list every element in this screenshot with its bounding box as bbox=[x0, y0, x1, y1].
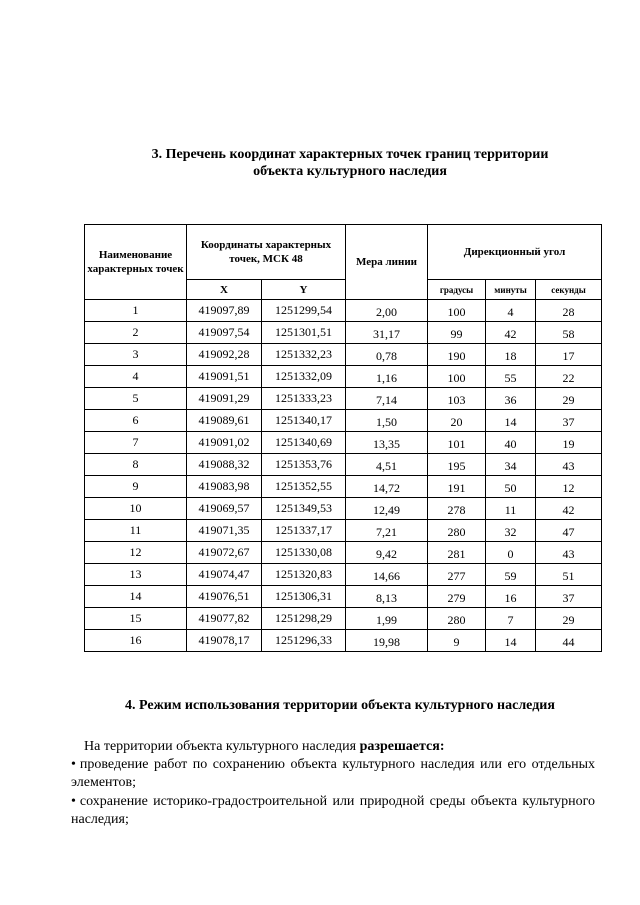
cell-x: 419083,98 bbox=[187, 476, 262, 498]
cell-x: 419091,29 bbox=[187, 388, 262, 410]
cell-line-measure: 1,50 bbox=[346, 410, 428, 432]
cell-minutes: 59 bbox=[486, 564, 536, 586]
cell-degrees: 277 bbox=[428, 564, 486, 586]
cell-y: 1251301,51 bbox=[262, 322, 346, 344]
cell-minutes: 11 bbox=[486, 498, 536, 520]
cell-x: 419097,54 bbox=[187, 322, 262, 344]
cell-degrees: 101 bbox=[428, 432, 486, 454]
cell-x: 419088,32 bbox=[187, 454, 262, 476]
cell-seconds: 29 bbox=[536, 388, 602, 410]
cell-seconds: 44 bbox=[536, 630, 602, 652]
bullet-icon: • bbox=[71, 794, 76, 809]
cell-minutes: 14 bbox=[486, 410, 536, 432]
cell-point-number: 6 bbox=[85, 410, 187, 432]
header-coordinates: Координаты характерных точек, МСК 48 bbox=[187, 225, 346, 280]
header-point-name: Наименование характерных точек bbox=[85, 225, 187, 300]
table-row bbox=[85, 388, 602, 410]
cell-point-number: 9 bbox=[85, 476, 187, 498]
cell-point-number: 7 bbox=[85, 432, 187, 454]
cell-y: 1251340,17 bbox=[262, 410, 346, 432]
cell-seconds: 43 bbox=[536, 454, 602, 476]
bullet-item-1-text: проведение работ по сохранению объекта культурного наследия или его отдельных элементов; bbox=[71, 757, 595, 790]
cell-y: 1251333,23 bbox=[262, 388, 346, 410]
cell-line-measure: 7,21 bbox=[346, 520, 428, 542]
cell-x: 419089,61 bbox=[187, 410, 262, 432]
cell-line-measure: 1,16 bbox=[346, 366, 428, 388]
cell-y: 1251306,31 bbox=[262, 586, 346, 608]
cell-point-number: 2 bbox=[85, 322, 187, 344]
table-row bbox=[85, 410, 602, 432]
section-4-title: 4. Режим использования территории объекта культурного наследия bbox=[125, 698, 555, 713]
cell-y: 1251320,83 bbox=[262, 564, 346, 586]
bullet-item-2-text: сохранение историко-градостроительной или природной среды объекта культурного наследия; bbox=[71, 794, 595, 827]
cell-degrees: 103 bbox=[428, 388, 486, 410]
header-degrees: градусы bbox=[428, 280, 486, 300]
cell-x: 419091,02 bbox=[187, 432, 262, 454]
cell-line-measure: 4,51 bbox=[346, 454, 428, 476]
cell-line-measure: 31,17 bbox=[346, 322, 428, 344]
table-row bbox=[85, 586, 602, 608]
header-seconds: секунды bbox=[536, 280, 602, 300]
table-row bbox=[85, 498, 602, 520]
section-3-title bbox=[100, 146, 600, 180]
cell-point-number: 14 bbox=[85, 586, 187, 608]
intro-bold-text: разрешается: bbox=[359, 739, 445, 754]
intro-paragraph bbox=[84, 738, 594, 756]
cell-seconds: 19 bbox=[536, 432, 602, 454]
cell-degrees: 20 bbox=[428, 410, 486, 432]
cell-x: 419076,51 bbox=[187, 586, 262, 608]
cell-x: 419072,67 bbox=[187, 542, 262, 564]
cell-x: 419077,82 bbox=[187, 608, 262, 630]
header-direction-angle: Дирекционный угол bbox=[428, 225, 602, 280]
table-row bbox=[85, 322, 602, 344]
cell-x: 419091,51 bbox=[187, 366, 262, 388]
cell-degrees: 279 bbox=[428, 586, 486, 608]
header-y: Y bbox=[262, 280, 346, 300]
bullet-item-2 bbox=[71, 793, 595, 829]
section-3-title-line-1: 3. Перечень координат характерных точек границ территории bbox=[151, 147, 549, 162]
table-row bbox=[85, 454, 602, 476]
cell-x: 419071,35 bbox=[187, 520, 262, 542]
cell-minutes: 14 bbox=[486, 630, 536, 652]
cell-point-number: 4 bbox=[85, 366, 187, 388]
cell-seconds: 28 bbox=[536, 300, 602, 322]
cell-minutes: 4 bbox=[486, 300, 536, 322]
cell-degrees: 100 bbox=[428, 366, 486, 388]
cell-y: 1251332,09 bbox=[262, 366, 346, 388]
cell-minutes: 7 bbox=[486, 608, 536, 630]
cell-minutes: 0 bbox=[486, 542, 536, 564]
bullet-icon: • bbox=[71, 757, 76, 772]
cell-minutes: 50 bbox=[486, 476, 536, 498]
bullet-item-1 bbox=[71, 756, 595, 792]
cell-x: 419074,47 bbox=[187, 564, 262, 586]
header-line-measure: Мера линии bbox=[346, 225, 428, 300]
table-row bbox=[85, 344, 602, 366]
cell-x: 419092,28 bbox=[187, 344, 262, 366]
cell-point-number: 15 bbox=[85, 608, 187, 630]
cell-line-measure: 19,98 bbox=[346, 630, 428, 652]
cell-line-measure: 14,72 bbox=[346, 476, 428, 498]
cell-y: 1251349,53 bbox=[262, 498, 346, 520]
cell-degrees: 9 bbox=[428, 630, 486, 652]
cell-degrees: 278 bbox=[428, 498, 486, 520]
table-row bbox=[85, 300, 602, 322]
cell-point-number: 1 bbox=[85, 300, 187, 322]
cell-y: 1251330,08 bbox=[262, 542, 346, 564]
cell-y: 1251340,69 bbox=[262, 432, 346, 454]
cell-point-number: 12 bbox=[85, 542, 187, 564]
table-row bbox=[85, 476, 602, 498]
table-row bbox=[85, 366, 602, 388]
cell-point-number: 13 bbox=[85, 564, 187, 586]
cell-point-number: 3 bbox=[85, 344, 187, 366]
cell-y: 1251296,33 bbox=[262, 630, 346, 652]
cell-seconds: 51 bbox=[536, 564, 602, 586]
cell-line-measure: 8,13 bbox=[346, 586, 428, 608]
cell-seconds: 43 bbox=[536, 542, 602, 564]
header-x: X bbox=[187, 280, 262, 300]
cell-minutes: 36 bbox=[486, 388, 536, 410]
cell-x: 419078,17 bbox=[187, 630, 262, 652]
cell-minutes: 34 bbox=[486, 454, 536, 476]
cell-degrees: 99 bbox=[428, 322, 486, 344]
cell-seconds: 17 bbox=[536, 344, 602, 366]
table-row bbox=[85, 630, 602, 652]
coordinates-table bbox=[84, 224, 602, 652]
table-row bbox=[85, 432, 602, 454]
cell-seconds: 37 bbox=[536, 410, 602, 432]
cell-y: 1251352,55 bbox=[262, 476, 346, 498]
cell-minutes: 55 bbox=[486, 366, 536, 388]
cell-point-number: 5 bbox=[85, 388, 187, 410]
cell-line-measure: 9,42 bbox=[346, 542, 428, 564]
cell-minutes: 40 bbox=[486, 432, 536, 454]
cell-y: 1251337,17 bbox=[262, 520, 346, 542]
header-minutes: минуты bbox=[486, 280, 536, 300]
cell-line-measure: 2,00 bbox=[346, 300, 428, 322]
cell-seconds: 47 bbox=[536, 520, 602, 542]
cell-seconds: 37 bbox=[536, 586, 602, 608]
cell-degrees: 280 bbox=[428, 520, 486, 542]
cell-line-measure: 12,49 bbox=[346, 498, 428, 520]
cell-degrees: 190 bbox=[428, 344, 486, 366]
cell-seconds: 42 bbox=[536, 498, 602, 520]
cell-seconds: 29 bbox=[536, 608, 602, 630]
cell-degrees: 280 bbox=[428, 608, 486, 630]
cell-point-number: 8 bbox=[85, 454, 187, 476]
table-row bbox=[85, 564, 602, 586]
cell-line-measure: 0,78 bbox=[346, 344, 428, 366]
cell-point-number: 11 bbox=[85, 520, 187, 542]
cell-degrees: 281 bbox=[428, 542, 486, 564]
cell-degrees: 191 bbox=[428, 476, 486, 498]
cell-minutes: 16 bbox=[486, 586, 536, 608]
section-3-title-line-2: объекта культурного наследия bbox=[253, 164, 447, 179]
cell-y: 1251299,54 bbox=[262, 300, 346, 322]
table-row bbox=[85, 520, 602, 542]
cell-point-number: 10 bbox=[85, 498, 187, 520]
intro-text: На территории объекта культурного наследия bbox=[84, 739, 360, 754]
cell-degrees: 195 bbox=[428, 454, 486, 476]
cell-point-number: 16 bbox=[85, 630, 187, 652]
table-row bbox=[85, 542, 602, 564]
cell-y: 1251332,23 bbox=[262, 344, 346, 366]
cell-minutes: 32 bbox=[486, 520, 536, 542]
cell-seconds: 12 bbox=[536, 476, 602, 498]
table-body bbox=[85, 300, 602, 652]
cell-degrees: 100 bbox=[428, 300, 486, 322]
cell-line-measure: 13,35 bbox=[346, 432, 428, 454]
cell-line-measure: 1,99 bbox=[346, 608, 428, 630]
table-row bbox=[85, 608, 602, 630]
cell-seconds: 58 bbox=[536, 322, 602, 344]
cell-minutes: 42 bbox=[486, 322, 536, 344]
cell-x: 419097,89 bbox=[187, 300, 262, 322]
cell-x: 419069,57 bbox=[187, 498, 262, 520]
cell-y: 1251298,29 bbox=[262, 608, 346, 630]
cell-y: 1251353,76 bbox=[262, 454, 346, 476]
cell-line-measure: 7,14 bbox=[346, 388, 428, 410]
cell-line-measure: 14,66 bbox=[346, 564, 428, 586]
cell-minutes: 18 bbox=[486, 344, 536, 366]
cell-seconds: 22 bbox=[536, 366, 602, 388]
